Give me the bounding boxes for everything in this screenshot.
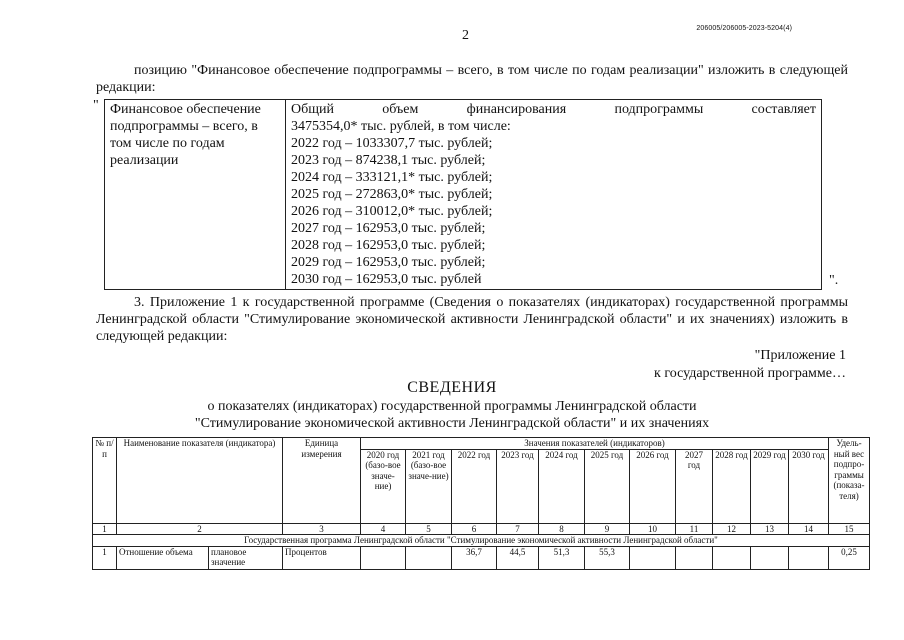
col-number: 15 (829, 523, 870, 535)
row-value (789, 546, 829, 569)
header-year: 2030 год (789, 449, 829, 523)
header-year: 2021 год (базо-вое значе-ние) (406, 449, 452, 523)
col-number: 11 (676, 523, 713, 535)
header-year: 2025 год (585, 449, 630, 523)
financing-label: Финансовое обеспечение подпрограммы – всего, в том числе по годам реализации (105, 100, 286, 290)
header-num: № п/п (93, 438, 117, 524)
financing-line: 2028 год – 162953,0 тыс. рублей; (291, 238, 486, 253)
financing-line: 3475354,0* тыс. рублей, в том числе: (291, 119, 511, 134)
row-kind: плановое значение (209, 546, 283, 569)
subtitle-line: "Стимулирование экономической активности Ленинградской области" и их значениях (194, 416, 710, 431)
section-subtitle (0, 398, 904, 432)
col-number: 13 (751, 523, 789, 535)
row-value: 44,5 (497, 546, 539, 569)
row-value (630, 546, 676, 569)
financing-details (286, 100, 822, 290)
subtitle-line: о показателях (индикаторах) государственной программы Ленинградской области (207, 399, 697, 414)
header-values: Значения показателей (индикаторов) (361, 438, 829, 450)
header-year: 2029 год (751, 449, 789, 523)
financing-line: 2024 год – 333121,1* тыс. рублей; (291, 170, 493, 185)
financing-first-line: Общий объем финансирования подпрограммы составляет (291, 102, 816, 117)
appendix-line: "Приложение 1 (754, 348, 846, 363)
program-row: Государственная программа Ленинградской области "Стимулирование экономической активности Ленинградской области" (93, 535, 870, 547)
appendix-line: к государственной программе… (654, 366, 846, 381)
quote-open: " (93, 98, 99, 113)
header-year: 2022 год (452, 449, 497, 523)
row-value (406, 546, 452, 569)
paragraph-appendix: 3. Приложение 1 к государственной программе (Сведения о показателях (индикаторах) государственной программы Ленинградской области "Стимулирование экономической активности Ленинградской области" и их значениях) изложить в следующей редакции: (96, 295, 848, 344)
row-value: 55,3 (585, 546, 630, 569)
col-number: 10 (630, 523, 676, 535)
financing-line: 2030 год – 162953,0 тыс. рублей (291, 272, 482, 287)
col-number: 7 (497, 523, 539, 535)
header-weight: Удель-ный вес подпро-граммы (показа-теля) (829, 438, 870, 524)
financing-line: 2025 год – 272863,0* тыс. рублей; (291, 187, 493, 202)
row-value (676, 546, 713, 569)
row-num: 1 (93, 546, 117, 569)
row-value (751, 546, 789, 569)
header-year: 2026 год (630, 449, 676, 523)
row-name: Отношение объема (117, 546, 209, 569)
col-number: 6 (452, 523, 497, 535)
financing-line: 2022 год – 1033307,7 тыс. рублей; (291, 136, 493, 151)
section-title: СВЕДЕНИЯ (407, 379, 497, 396)
indicators-table (92, 437, 870, 570)
header-year: 2024 год (539, 449, 585, 523)
row-value (361, 546, 406, 569)
header-year: 2023 год (497, 449, 539, 523)
financing-line: 2023 год – 874238,1 тыс. рублей; (291, 153, 486, 168)
col-number: 14 (789, 523, 829, 535)
row-value: 36,7 (452, 546, 497, 569)
header-unit: Единица измерения (283, 438, 361, 524)
row-value: 51,3 (539, 546, 585, 569)
col-number: 1 (93, 523, 117, 535)
paragraph-position: позицию "Финансовое обеспечение подпрограммы – всего, в том числе по годам реализации" изложить в следующей редакции: (96, 63, 848, 95)
header-year: 2028 год (713, 449, 751, 523)
col-number: 12 (713, 523, 751, 535)
financing-line: 2026 год – 310012,0* тыс. рублей; (291, 204, 493, 219)
row-unit: Процентов (283, 546, 361, 569)
header-name: Наименование показателя (индикатора) (117, 438, 283, 524)
page-number: 2 (462, 28, 469, 43)
col-number: 4 (361, 523, 406, 535)
header-year: 2027 год (676, 449, 713, 523)
col-number: 8 (539, 523, 585, 535)
financing-table (104, 99, 822, 290)
quote-close: ". (829, 273, 839, 288)
row-value (713, 546, 751, 569)
financing-line: 2029 год – 162953,0 тыс. рублей; (291, 255, 486, 270)
document-id: 206005/206005-2023-5204(4) (696, 25, 792, 32)
financing-line: 2027 год – 162953,0 тыс. рублей; (291, 221, 486, 236)
col-number: 5 (406, 523, 452, 535)
row-weight: 0,25 (829, 546, 870, 569)
appendix-caption (654, 347, 846, 383)
col-number: 3 (283, 523, 361, 535)
col-number: 2 (117, 523, 283, 535)
col-number: 9 (585, 523, 630, 535)
header-year: 2020 год (базо-вое значе-ние) (361, 449, 406, 523)
